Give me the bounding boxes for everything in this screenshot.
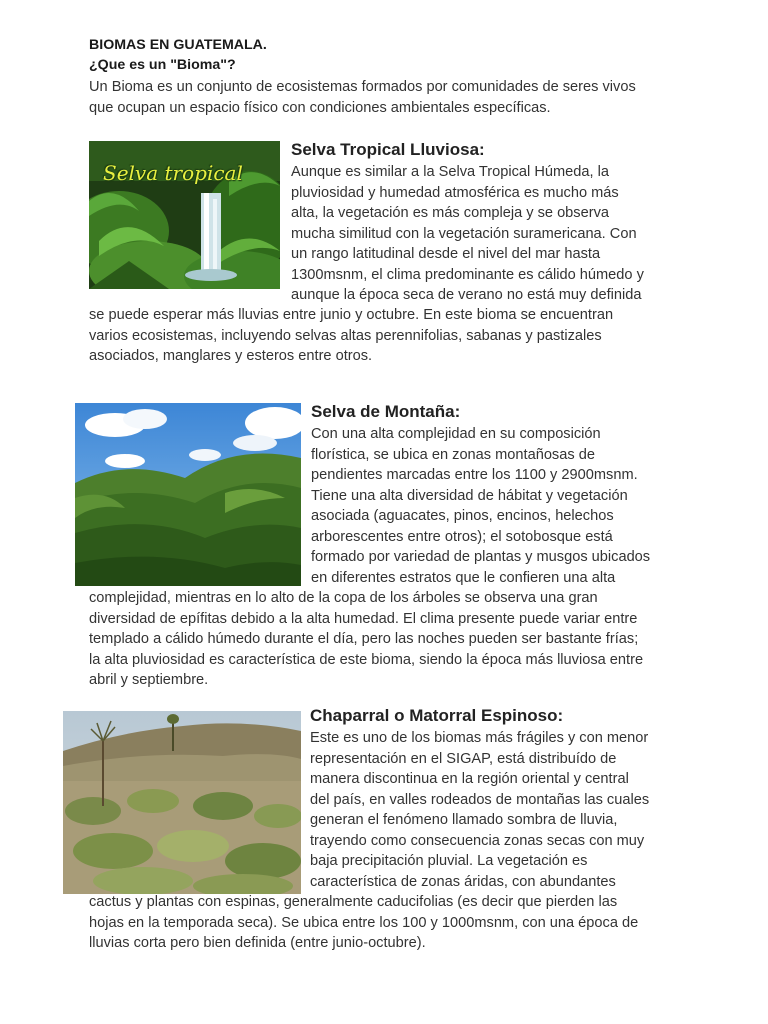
text-line: alta, la vegetación es más compleja y se observa	[291, 205, 609, 221]
text-line: varios ecosistemas, incluyendo selvas altas perennifolias, sabanas y pastizales	[89, 327, 602, 344]
text-line: la alta pluviosidad es característica de este bioma, siendo la época más lluviosa entre	[89, 651, 644, 668]
chaparral-image	[63, 711, 301, 894]
text-line: arborescentes entre otros); el sotobosque está	[311, 528, 613, 545]
text-line: complejidad, mientras en lo alto de la copa de los árboles se observa una gran	[89, 590, 598, 606]
section-title-chaparral: Chaparral o Matorral Espinoso:	[310, 706, 564, 725]
section-text-side	[291, 162, 644, 306]
section-text-full	[89, 892, 638, 954]
section-text-side	[311, 424, 650, 588]
rainforest-image	[89, 141, 280, 289]
text-line: templado a cálido húmedo durante el día, pero las noches pueden ser bastante frías;	[89, 631, 639, 647]
text-line: se puede esperar más lluvias entre junio y octubre. En este bioma se encuentran	[89, 307, 614, 323]
text-line: pluviosidad y humedad atmosférica es mucho más	[291, 184, 619, 201]
text-line: Este es uno de los biomas más frágiles y con menor	[310, 730, 649, 746]
text-line: cactus y plantas con espinas, generalmente caducifolias (es decir que pierden las	[89, 894, 618, 910]
text-line: un rango latitudinal desde el nivel del mar hasta	[291, 246, 601, 262]
text-line: pendientes marcadas entre los 1100 y 2900msnm.	[311, 467, 638, 483]
text-line: manera discontinua en la región oriental y central	[310, 771, 629, 787]
text-line: Aunque es similar a la Selva Tropical Húmeda, la	[291, 164, 609, 180]
text-line: representación en el SIGAP, está distribuído de	[310, 750, 617, 767]
text-line: generan el fenómeno llamado sombra de lluvia,	[310, 812, 618, 828]
text-line: trayendo como consecuencia zonas secas con muy	[310, 832, 645, 849]
question-heading: ¿Que es un "Bioma"?	[89, 57, 236, 73]
text-line: lluvias corta pero bien definida (entre junio-octubre).	[89, 935, 426, 951]
text-line: asociada (aguacates, pinos, encinos, helechos	[311, 508, 614, 524]
text-line: asociados, manglares y esteros entre otros.	[89, 348, 373, 364]
text-line: abril y septiembre.	[89, 672, 209, 688]
text-line: florística, se ubica en zonas montañosas de	[311, 446, 595, 463]
section-text-side	[310, 728, 649, 892]
section-title-selva-montana: Selva de Montaña:	[311, 402, 461, 421]
section-title-selva-tropical: Selva Tropical Lluviosa:	[291, 140, 485, 159]
section-text-full	[89, 588, 643, 691]
text-line: mucha similitud con la vegetación suramericana. Con	[291, 225, 637, 242]
mountain-forest-image	[75, 403, 301, 586]
text-line: del país, en valles rodeados de montañas las cuales	[310, 791, 650, 808]
text-line: baja precipitación pluvial. La vegetación es	[310, 853, 588, 869]
text-line: característica de zonas áridas, con abundantes	[310, 873, 616, 890]
text-line: Tiene una alta diversidad de hábitat y vegetación	[311, 487, 628, 504]
text-line: en diferentes estratos que le confieren una alta	[311, 569, 616, 586]
image-caption: Selva tropical	[103, 161, 243, 185]
text-line: hojas en la temporada seca). Se ubica entre los 100 y 1000msnm, con una época de	[89, 914, 639, 931]
intro-line: Un Bioma es un conjunto de ecosistemas formados por comunidades de seres vivos	[89, 79, 636, 95]
intro-line: que ocupan un espacio físico con condiciones ambientales específicas.	[89, 99, 551, 116]
text-line: formado por variedad de plantas y musgos ubicados	[311, 549, 651, 565]
section-text-full	[89, 305, 613, 367]
text-line: 1300msnm, el clima predominante es cálido húmedo y	[291, 266, 644, 283]
document-title: BIOMAS EN GUATEMALA.	[89, 37, 267, 53]
intro-paragraph	[89, 77, 636, 118]
text-line: diversidad de epífitas debido a la alta humedad. El clima presente puede variar entre	[89, 610, 638, 627]
text-line: aunque la época seca de verano no está muy definida	[291, 287, 642, 303]
text-line: Con una alta complejidad en su composición	[311, 426, 601, 442]
